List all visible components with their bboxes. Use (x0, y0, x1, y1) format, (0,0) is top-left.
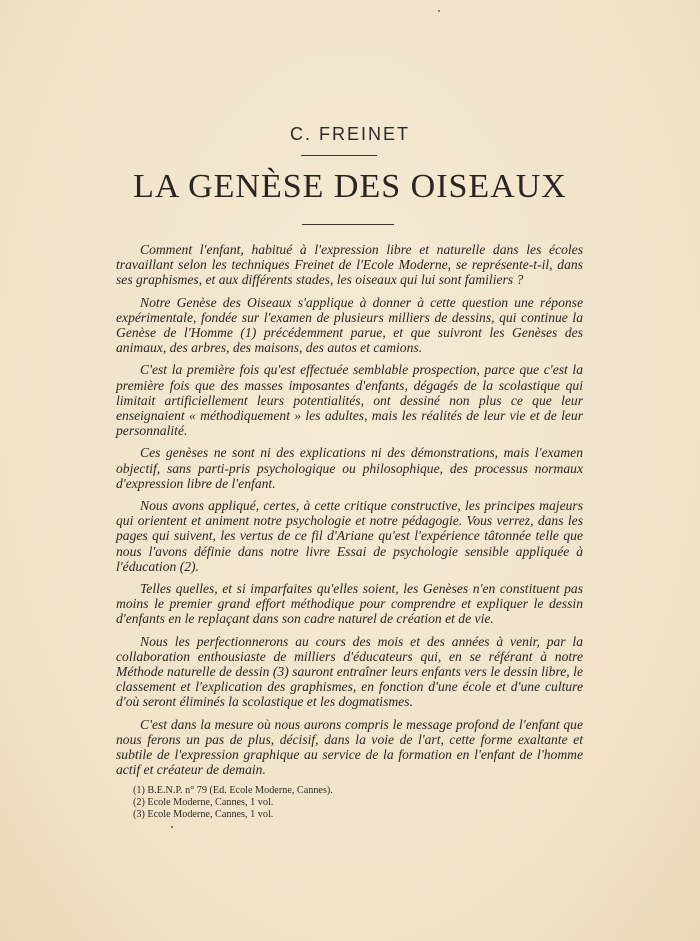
paragraph: Notre Genèse des Oiseaux s'applique à donner à cette question une réponse expérimentale, fondée sur l'examen de plusieurs milliers de dessins, qui continue la Genèse de l'Homme (1) précédemment parue, et que suivront les Genèses des animaux, des arbres, des maisons, des autos et camions. (116, 294, 583, 356)
paragraph: Nous les perfectionnerons au cours des mois et des années à venir, par la collaboration enthousiaste de milliers d'éducateurs qui, en se référant à notre Méthode naturelle de dessin (3) sauront entraîner leurs enfants vers le dessin libre, le classement et l'explication des graphismes, en fonction d'une école et d'une culture d'où seront éliminés la scolastique et les dogmatismes. (116, 633, 583, 710)
footnotes (133, 785, 533, 821)
paper-speck (171, 826, 173, 828)
footnote: (2) Ecole Moderne, Cannes, 1 vol. (133, 797, 274, 808)
author-name: C. FREINET (289, 124, 410, 144)
footnote: (1) B.E.N.P. n° 79 (Ed. Ecole Moderne, Cannes). (133, 785, 333, 796)
body-text (116, 242, 583, 785)
paragraph: C'est la première fois qu'est effectuée semblable prospection, parce que c'est la première fois que des masses imposantes d'enfants, dégagés de la scolastique qui limitait artificiellement leurs potentialités, ont dessiné non plus ce que leur enseignaient « méthodiquement » les adultes, mais les réalités de leur vie et de leur personnalité. (116, 362, 583, 439)
page-title: LA GENÈSE DES OISEAUX (133, 168, 567, 205)
paragraph: Nous avons appliqué, certes, à cette critique constructive, les principes majeurs qui orientent et animent notre psychologie et notre pédagogie. Vous verrez, dans les pages qui suivent, les vertus de ce fil d'Ariane qu'est l'expérience tâtonnée telle que nous l'avons définie dans notre livre Essai de psychologie sensible appliquée à l'éducation (2). (116, 498, 583, 574)
divider-rule (302, 224, 394, 225)
paragraph: Ces genèses ne sont ni des explications ni des démonstrations, mais l'examen objectif, sans parti-pris psychologique ou philosophique, des processus normaux d'expression libre de l'enfant. (116, 445, 583, 491)
paragraph: C'est dans la mesure où nous aurons compris le message profond de l'enfant que nous ferons un pas de plus, décisif, dans la voie de l'art, cette forme exaltante et subtile de l'expression graphique au service de la formation en l'enfant de l'homme actif et créateur de demain. (116, 716, 583, 778)
paper-speck (438, 10, 440, 12)
divider-rule (301, 155, 377, 156)
footnote: (3) Ecole Moderne, Cannes, 1 vol. (133, 809, 274, 820)
paragraph: Comment l'enfant, habitué à l'expression libre et naturelle dans les écoles travaillant selon les techniques Freinet de l'Ecole Moderne, se représente-t-il, dans ses graphismes, et aux différents stades, les oiseaux qui lui sont familiers ? (116, 242, 583, 288)
paragraph: Telles quelles, et si imparfaites qu'elles soient, les Genèses n'en constituent pas moins le premier grand effort méthodique pour comprendre et expliquer le dessin d'enfants en le replaçant dans son cadre naturel de création et de vie. (116, 581, 583, 627)
